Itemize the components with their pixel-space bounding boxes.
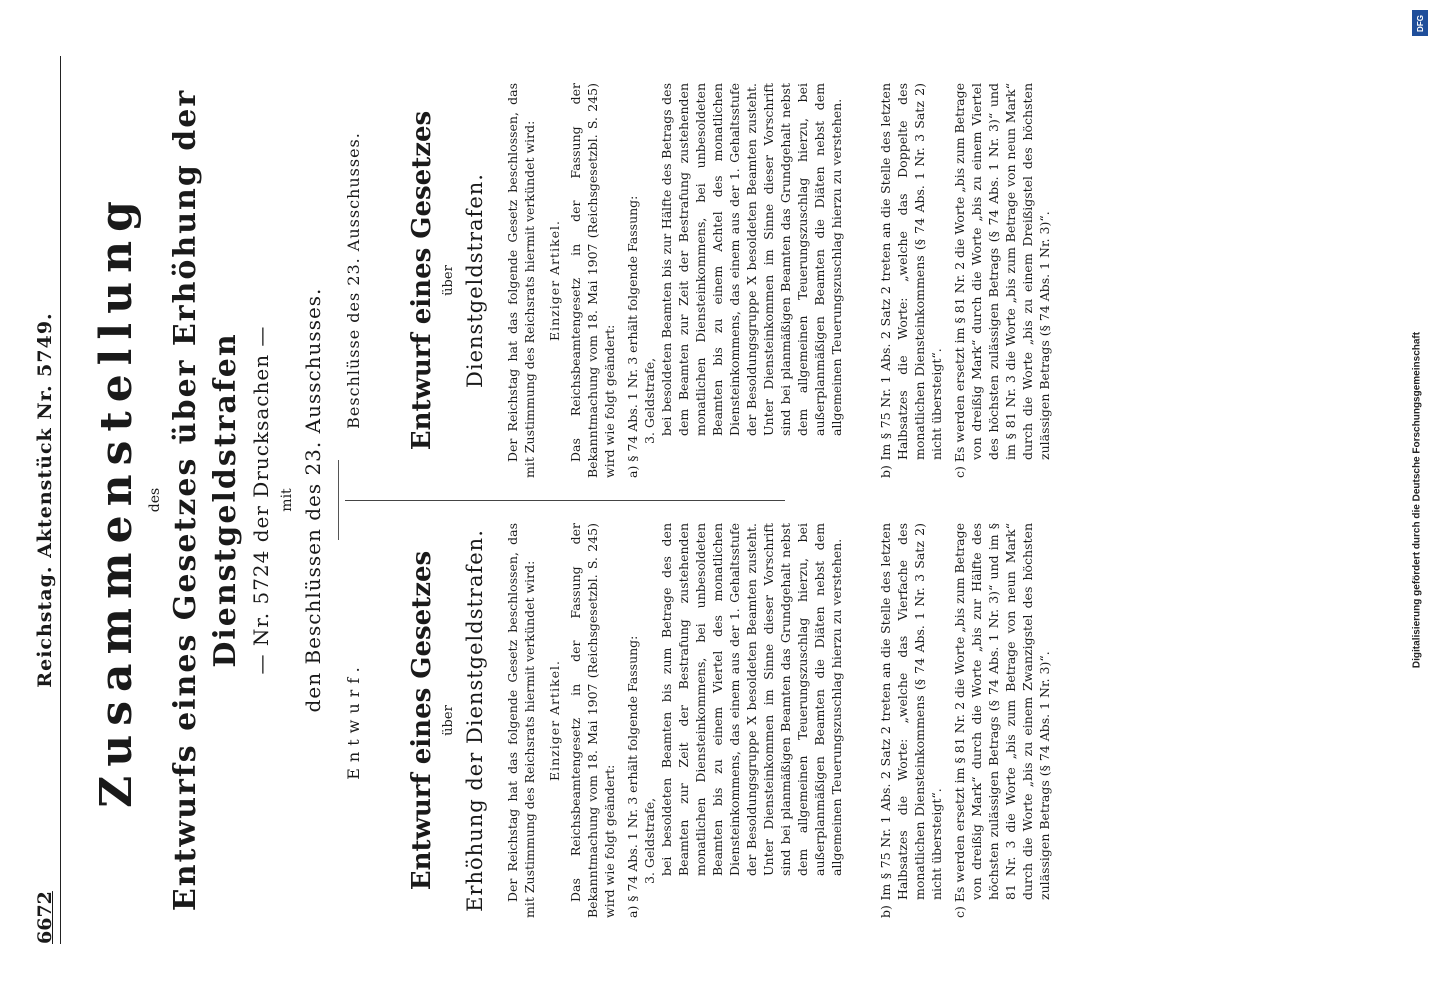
section-subtitle: Erhöhung der Dienstgeldstrafen. bbox=[463, 529, 487, 912]
article-paragraph: Das Reichsbeamtengesetz in der Fassung der Bekanntmachung vom 18. Mai 1907 (Reichsgesetzbl. S. 245) wird wie folgt geändert: bbox=[568, 83, 617, 478]
item-b: b) Im § 75 Nr. 1 Abs. 2 Satz 2 treten an die Stelle des letzten Halbsatzes die Worte: „welche das Doppelte des monatlichen Diensteinkommens (§ 74 Abs. 1 Nr. 3 Satz 2) nicht übersteigt“. bbox=[878, 83, 944, 478]
section-title: Entwurf eines Gesetzes bbox=[407, 110, 437, 451]
article-heading: Einziger Artikel. bbox=[547, 219, 562, 342]
page-number: 6672 bbox=[34, 891, 56, 944]
column-divider bbox=[345, 500, 785, 501]
section-uber: über bbox=[441, 705, 456, 736]
item-a3-text: bei besoldeten Beamten bis zum Betrage des den Beamten zur Zeit der Bestrafung zustehenden monatlichen Diensteinkommens, bei unbesoldeten Beamten bis zu einem Viertel des monatlichen Diensteinkommens, das einem aus der 1. Gehaltsstufe der Besoldungsgruppe X besoldeten Beamten zusteht. Unter Diensteinkommen im Sinne dieser Vorschrift sind bei planmäßigen Beamten das Grundgehalt nebst dem allgemeinen Teuerungszuschlag hierzu, bei außerplanmäßigen Beamten die Diäten nebst dem allgemeinen Teuerungszuschlag hierzu zu verstehen. bbox=[659, 523, 844, 876]
page-header bbox=[20, 56, 61, 944]
item-a3-text: bei besoldeten Beamten bis zur Hälfte des Betrags des dem Beamten zur Zeit der Bestrafung zustehenden monatlichen Diensteinkommens, bei unbesoldeten Beamten bis zu einem Achtel des monatlichen Diensteinkommens, das einem aus der 1. Gehaltsstufe der Besoldungsgruppe X besoldeten Beamten zusteht. Unter Diensteinkommen im Sinne dieser Vorschrift sind bei planmäßigen Beamten das Grundgehalt nebst dem allgemeinen Teuerungszuschlag hierzu, bei außerplanmäßigen Beamten die Diäten nebst dem allgemeinen Teuerungszuschlag hierzu zu verstehen. bbox=[659, 83, 844, 436]
item-c: c) Es werden ersetzt im § 81 Nr. 2 die Worte „bis zum Betrage von dreißig Mark“ durch die Worte „bis zu einem Viertel des höchsten zulässigen Betrags (§ 74 Abs. 1 Nr. 3)“ und im § 81 Nr. 3 die Worte „bis zum Betrage von neun Mark“ durch die Worte „bis zu einem Dreißigstel des höchsten zulässigen Betrags (§ 74 Abs. 1 Nr. 3)“. bbox=[952, 82, 1052, 478]
article-paragraph: Das Reichsbeamtengesetz in der Fassung der Bekanntmachung vom 18. Mai 1907 (Reichsgesetzbl. S. 245) wird wie folgt geändert: bbox=[568, 523, 617, 918]
title-block bbox=[90, 70, 349, 930]
column-entwurf bbox=[345, 523, 1053, 918]
document-page bbox=[0, 30, 1380, 970]
section-title: Entwurf eines Gesetzes bbox=[407, 550, 437, 891]
section-uber: über bbox=[441, 265, 456, 296]
title-law: Entwurfs eines Gesetzes über Erhöhung der Dienstgeldstrafen bbox=[168, 88, 243, 912]
title-divider bbox=[338, 460, 339, 540]
item-a3: 3. Geldstrafe, bbox=[642, 797, 657, 884]
item-a3: 3. Geldstrafe, bbox=[642, 357, 657, 444]
column-heading: Beschlüsse des 23. Ausschusses. bbox=[344, 132, 363, 429]
item-c: c) Es werden ersetzt im § 81 Nr. 2 die Worte „bis zum Betrage von dreißig Mark“ durch die Worte „bis zur Hälfte des höchsten zulässigen Betrags (§ 74 Abs. 1 Nr. 3)“ und im § 81 Nr. 3 die Worte „bis zum Betrage von neun Mark“ durch die Worte „bis zu einem Zwanzigstel des höchsten zulässigen Betrags (§ 74 Abs. 1 Nr. 3)“. bbox=[952, 522, 1052, 918]
intro-paragraph: Der Reichstag hat das folgende Gesetz beschlossen, das mit Zustimmung des Reichsrats hiermit verkündet wird: bbox=[505, 523, 537, 918]
section-subtitle: Dienstgeldstrafen. bbox=[463, 173, 487, 388]
item-a: a) § 74 Abs. 1 Nr. 3 erhält folgende Fassung: bbox=[625, 635, 640, 918]
item-a: a) § 74 Abs. 1 Nr. 3 erhält folgende Fassung: bbox=[625, 195, 640, 478]
dfg-logo: DFG bbox=[1412, 10, 1428, 36]
column-heading: Entwurf. bbox=[344, 661, 363, 780]
title-des: des bbox=[147, 487, 163, 513]
column-beschluesse bbox=[345, 83, 1053, 478]
article-heading: Einziger Artikel. bbox=[547, 659, 562, 782]
running-title: Reichstag. Aktenstück Nr. 5749. bbox=[34, 312, 56, 688]
digitization-note-text: Digitalisierung gefördert durch die Deutsche Forschungsgemeinschaft bbox=[1411, 331, 1423, 669]
digitization-note bbox=[1404, 0, 1430, 1000]
title-drucksache: — Nr. 5724 der Drucksachen — bbox=[249, 325, 273, 675]
title-main: Zusammenstellung bbox=[91, 192, 142, 808]
title-beschluesse: den Beschlüssen des 23. Ausschusses. bbox=[301, 287, 325, 713]
intro-paragraph: Der Reichstag hat das folgende Gesetz beschlossen, das mit Zustimmung des Reichsrats hiermit verkündet wird: bbox=[505, 83, 537, 478]
title-mit: mit bbox=[279, 488, 295, 512]
item-b: b) Im § 75 Nr. 1 Abs. 2 Satz 2 treten an die Stelle des letzten Halbsatzes die Worte: „welche das Vierfache des monatlichen Diensteinkommens (§ 74 Abs. 1 Nr. 3 Satz 2) nicht übersteigt“. bbox=[878, 523, 944, 918]
